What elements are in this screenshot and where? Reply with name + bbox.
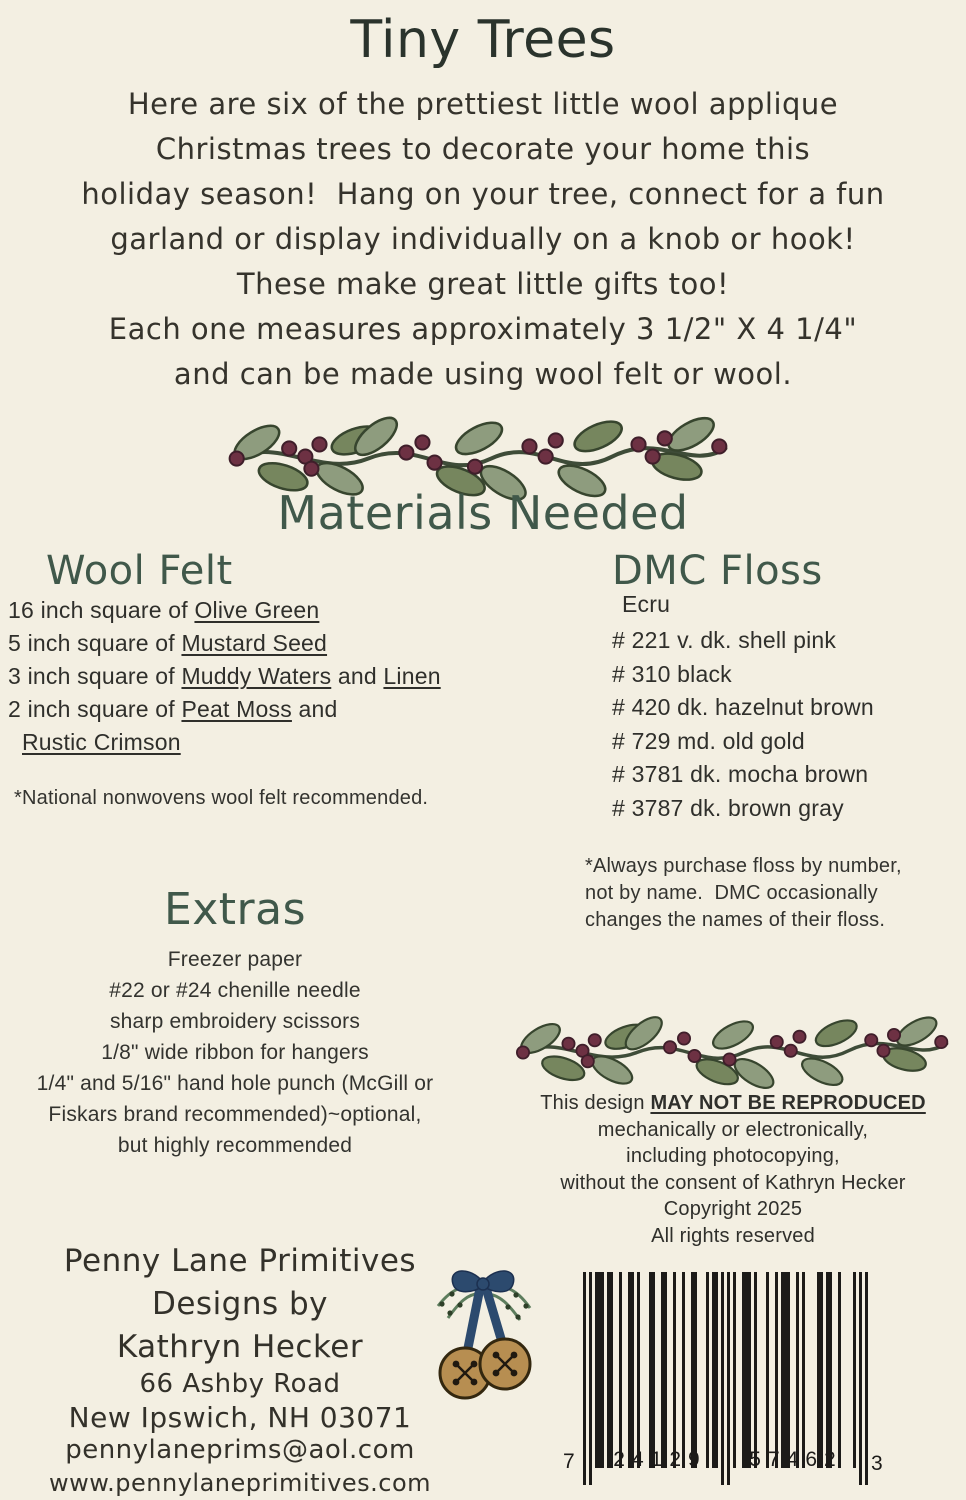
designer-name: Kathryn Hecker bbox=[116, 1329, 364, 1365]
wool-felt-item: 2 inch square of Peat Moss and bbox=[8, 696, 338, 722]
materials-needed-heading: Materials Needed bbox=[277, 486, 689, 540]
email-text: pennylaneprims@aol.com bbox=[65, 1435, 415, 1465]
copyright-line: without the consent of Kathryn Hecker bbox=[560, 1171, 906, 1194]
website-text: www.pennylaneprimitives.com bbox=[48, 1469, 432, 1497]
wool-felt-list bbox=[8, 594, 441, 759]
barcode-digits-left-group: 24129 bbox=[613, 1448, 707, 1471]
wool-felt-item: 5 inch square of Mustard Seed bbox=[8, 630, 328, 656]
page-title: Tiny Trees bbox=[350, 10, 616, 70]
copyright-line: mechanically or electronically, bbox=[597, 1118, 869, 1141]
publisher-line: Designs by bbox=[151, 1286, 329, 1322]
publisher-block bbox=[20, 1240, 460, 1500]
intro-line: and can be made using wool felt or wool. bbox=[173, 357, 793, 391]
intro-text bbox=[0, 82, 966, 397]
address-city: New Ipswich, NH 03071 bbox=[68, 1401, 412, 1434]
copyright-notice bbox=[500, 1090, 966, 1249]
extras-item: but highly recommended bbox=[117, 1134, 353, 1157]
extras-list bbox=[0, 944, 470, 1161]
extras-item: 1/4" and 5/16" hand hole punch (McGill or bbox=[36, 1072, 434, 1095]
intro-line: holiday season! Hang on your tree, connect for a fun bbox=[81, 177, 885, 211]
intro-line: Each one measures approximately 3 1/2" X 4 1/4" bbox=[108, 312, 858, 346]
intro-line: These make great little gifts too! bbox=[236, 267, 730, 301]
copyright-line: Copyright 2025 bbox=[663, 1198, 803, 1220]
dmc-floss-item: # 310 black bbox=[612, 660, 732, 687]
barcode bbox=[563, 1272, 883, 1498]
intro-line: garland or display individually on a knob or hook! bbox=[110, 222, 856, 256]
extras-heading: Extras bbox=[163, 884, 307, 935]
dmc-floss-note bbox=[585, 853, 902, 934]
extras-item: #22 or #24 chenille needle bbox=[109, 979, 361, 1002]
dmc-floss-item: # 3781 dk. mocha brown bbox=[612, 761, 869, 787]
barcode-digit: 3 bbox=[871, 1452, 883, 1475]
dmc-floss-heading: DMC Floss bbox=[612, 548, 823, 594]
wool-felt-item: Rustic Crimson bbox=[22, 729, 181, 755]
dmc-note-line: not by name. DMC occasionally bbox=[585, 882, 878, 904]
copyright-line: including photocopying, bbox=[626, 1145, 840, 1167]
extras-item: Freezer paper bbox=[167, 948, 303, 971]
dmc-floss-item: # 729 md. old gold bbox=[612, 727, 805, 754]
extras-item: 1/8" wide ribbon for hangers bbox=[101, 1041, 369, 1064]
vine-berry-divider-icon bbox=[514, 1000, 952, 1091]
dmc-floss-list bbox=[612, 624, 874, 825]
dmc-floss-item: # 3787 dk. brown gray bbox=[612, 794, 844, 821]
intro-line: Here are six of the prettiest little wool applique bbox=[127, 87, 839, 121]
dmc-note-line: *Always purchase floss by number, bbox=[585, 855, 902, 877]
dmc-floss-item: # 221 v. dk. shell pink bbox=[612, 627, 837, 653]
dmc-note-line: changes the names of their floss. bbox=[585, 909, 886, 931]
wool-felt-item: 3 inch square of Muddy Waters and Linen bbox=[8, 663, 441, 689]
dmc-floss-item: Ecru bbox=[622, 591, 671, 617]
intro-line: Christmas trees to decorate your home this bbox=[155, 132, 811, 166]
jingle-bells-icon bbox=[428, 1260, 540, 1410]
address-street: 66 Ashby Road bbox=[139, 1369, 341, 1399]
dmc-floss-item: # 420 dk. hazelnut brown bbox=[612, 694, 874, 720]
wool-felt-note: *National nonwovens wool felt recommended. bbox=[14, 787, 429, 809]
barcode-digit: 7 bbox=[563, 1450, 575, 1473]
copyright-line: This design MAY NOT BE REPRODUCED bbox=[540, 1092, 926, 1114]
wool-felt-item: 16 inch square of Olive Green bbox=[8, 597, 320, 623]
publisher-name: Penny Lane Primitives bbox=[63, 1243, 417, 1279]
barcode-digits-right-group: 57462 bbox=[749, 1448, 843, 1471]
wool-felt-heading: Wool Felt bbox=[46, 548, 233, 594]
extras-item: Fiskars brand recommended)~optional, bbox=[48, 1103, 422, 1126]
extras-item: sharp embroidery scissors bbox=[109, 1010, 361, 1033]
copyright-line: All rights reserved bbox=[651, 1224, 815, 1247]
